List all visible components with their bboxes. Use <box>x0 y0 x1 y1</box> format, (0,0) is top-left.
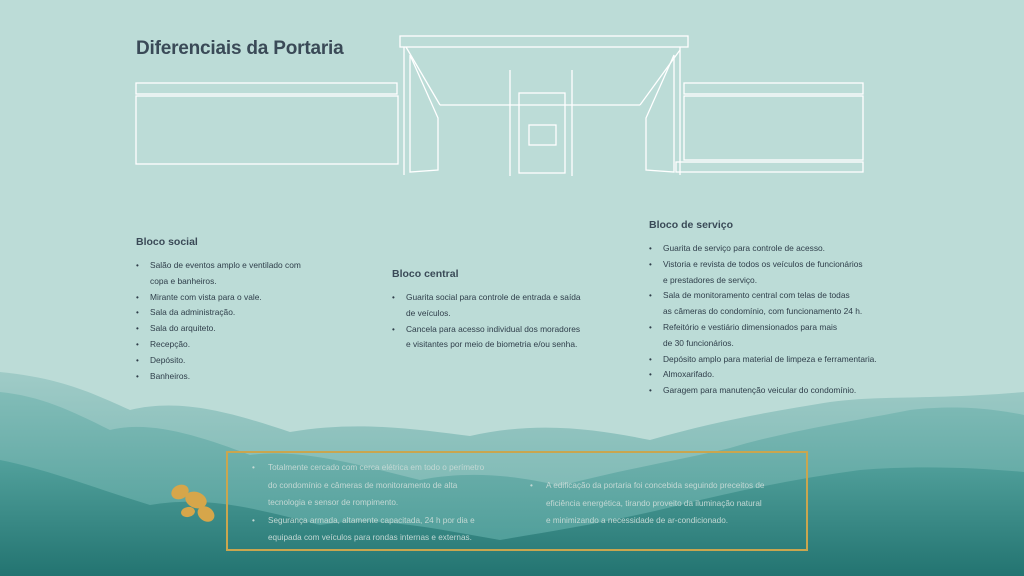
list-item: • Garagem para manutenção veicular do condomínio. <box>649 383 877 399</box>
bloco-central-section <box>392 268 581 353</box>
page-title: Diferenciais da Portaria <box>136 38 344 59</box>
list-item: • Recepção. <box>136 337 301 353</box>
bloco-social-list <box>136 258 301 384</box>
list-item: • Cancela para acesso individual dos moradores e visitantes por meio de biometria e/ou senha. <box>392 322 581 354</box>
list-item: • Depósito. <box>136 353 301 369</box>
bloco-servico-list <box>649 241 877 399</box>
list-item: • Salão de eventos amplo e ventilado com copa e banheiros. <box>136 258 301 290</box>
list-item: • Sala da administração. <box>136 305 301 321</box>
bloco-servico-section <box>649 219 877 399</box>
list-item: • Guarita social para controle de entrada e saída de veículos. <box>392 290 581 322</box>
list-item: • Almoxarifado. <box>649 367 877 383</box>
bloco-servico-heading: Bloco de serviço <box>649 219 734 231</box>
highlights-left-column <box>252 459 484 547</box>
bloco-social-section <box>136 236 301 384</box>
bloco-central-heading: Bloco central <box>392 268 459 280</box>
list-item: • Mirante com vista para o vale. <box>136 290 301 306</box>
list-item: • Segurança armada, altamente capacitada, 24 h por dia e equipada com veículos para rondas internas e externas. <box>252 512 484 547</box>
list-item: • Totalmente cercado com cerca elétrica em todo o perímetro do condomínio e câmeras de monitoramento de alta tecnologia e sensor de rompimento. <box>252 459 484 512</box>
list-item: • Guarita de serviço para controle de acesso. <box>649 241 877 257</box>
list-item: • Depósito amplo para material de limpeza e ferramentaria. <box>649 352 877 368</box>
leaf-icon <box>166 478 218 524</box>
list-item: • Sala de monitoramento central com telas de todas as câmeras do condomínio, com funcionamento 24 h. <box>649 288 877 320</box>
highlights-right-column <box>530 477 764 530</box>
list-item: • Sala do arquiteto. <box>136 321 301 337</box>
bloco-social-heading: Bloco social <box>136 236 198 248</box>
list-item: • Banheiros. <box>136 369 301 385</box>
list-item: • A edificação da portaria foi concebida seguindo preceitos de eficiência energética, tirando proveito da iluminação natural e minimizando a necessidade de ar-condicionado. <box>530 477 764 530</box>
list-item: • Refeitório e vestiário dimensionados para mais de 30 funcionários. <box>649 320 877 352</box>
bloco-central-list <box>392 290 581 353</box>
list-item: • Vistoria e revista de todos os veículos de funcionários e prestadores de serviço. <box>649 257 877 289</box>
